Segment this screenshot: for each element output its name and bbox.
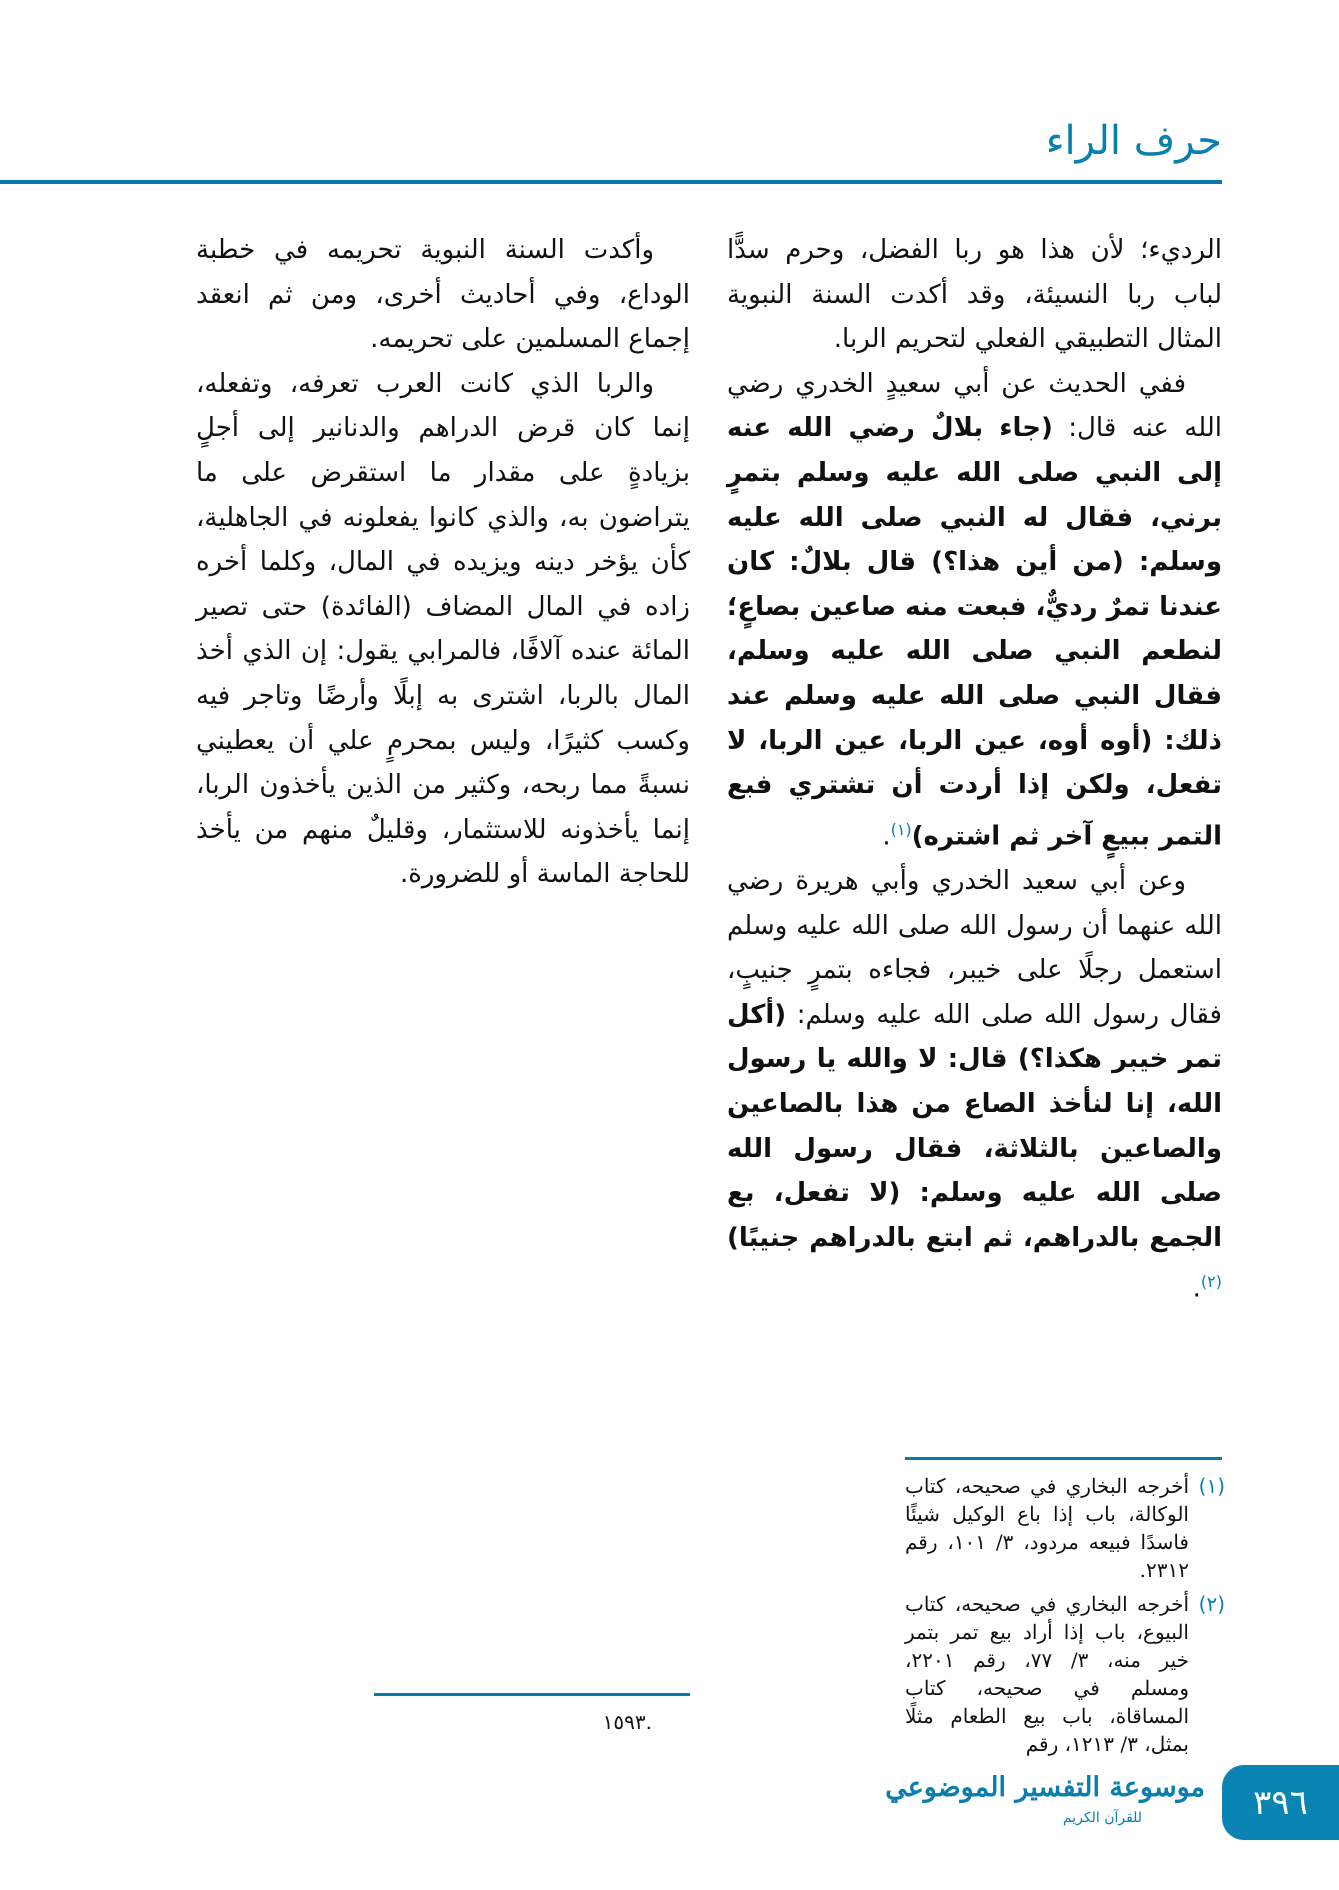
hadith-quote: (أكل تمر خيبر هكذا؟) قال: لا والله يا رسول الله، إنا لنأخذ الصاع من هذا بالصاعين والصاعين بالثلاثة، فقال رسول الله صلى الله عليه وسلم: (لا تفعل، بع الجمع بالدراهم، ثم ابتع بالدراهم جنيبًا) (727, 999, 1222, 1253)
paragraph: وأكدت السنة النبوية تحريمه في خطبة الوداع، وفي أحاديث أخرى، ومن ثم انعقد إجماع المسلمين على تحريمه. (196, 235, 690, 355)
header-rule (0, 180, 1222, 184)
paragraph (727, 228, 1222, 362)
page-number: ٣٩٦ (1253, 1782, 1308, 1823)
footnote (905, 1590, 1225, 1758)
footnote-reference: (١) (890, 819, 912, 839)
footnote-separator (374, 1693, 690, 1696)
left-column (196, 228, 690, 897)
paragraph-text: الرديء؛ لأن هذا هو ربا الفضل، وحرم سدًّا لباب ربا النسيئة، وقد أكدت السنة النبوية المثال التطبيقي الفعلي لتحريم الربا. (727, 235, 1222, 355)
paragraph-text: . (1192, 1273, 1201, 1304)
logo-title: موسوعة التفسير الموضوعي (885, 1772, 1205, 1803)
footnote-continuation-block (374, 1708, 690, 1736)
paragraph-text: . (882, 821, 891, 852)
paragraph-text: وعن أبي سعيد الخدري وأبي هريرة رضي الله عنهما أن رسول الله صلى الله عليه وسلم استعمل رجلًا على خيبر، فجاءه بتمرٍ جنيبٍ، فقال رسول الله صلى الله عليه وسلم: (727, 865, 1222, 1030)
footnote-reference: (٢) (1200, 1272, 1222, 1292)
footnotes (905, 1472, 1225, 1764)
encyclopedia-logo (885, 1768, 1205, 1844)
footnote-number: (١) (1198, 1474, 1225, 1498)
footnote-separator (905, 1457, 1222, 1460)
paragraph (727, 859, 1222, 1312)
paragraph (727, 362, 1222, 859)
hadith-quote: (جاء بلالٌ رضي الله عنه إلى النبي صلى الله عليه وسلم بتمرٍ برني، فقال له النبي صلى الله عليه وسلم: (من أين هذا؟) قال بلالٌ: كان عندنا تمرٌ رديٌّ، فبعت منه صاعين بصاعٍ؛ لنطعم النبي صلى الله عليه وسلم، فقال النبي صلى الله عليه وسلم عند ذلك: (أوه أوه، عين الربا، عين الربا، لا تفعل، ولكن إذا أردت أن تشتري فبع التمر ببيعٍ آخر ثم اشتره) (727, 413, 1222, 852)
footnote-continuation: .١٥٩٣ (602, 1710, 652, 1734)
logo-subtitle: للقرآن الكريم (1062, 1810, 1143, 1826)
page-number-tab (1222, 1765, 1339, 1840)
paragraph-text: ففي الحديث عن أبي سعيدٍ الخدري رضي الله عنه قال: (727, 368, 1222, 444)
footnote-number: (٢) (1198, 1592, 1225, 1616)
right-column (727, 228, 1222, 1312)
chapter-title: حرف الراء (1045, 118, 1222, 164)
paragraph: والربا الذي كانت العرب تعرفه، وتفعله، إنما كان قرض الدراهم والدنانير إلى أجلٍ بزيادةٍ على مقدار ما استقرض على ما يتراضون به، والذي كانوا يفعلونه في الجاهلية، كأن يؤخر دينه ويزيده في المال، وكلما أخره زاده في المال المضاف (الفائدة) حتى تصير المائة عنده آلافًا، فالمرابي يقول: إن الذي أخذ المال بالربا، اشترى به إبلًا وأرضًا وتاجر فيه وكسب كثيرًا، وليس بمحرمٍ علي أن يعطيني نسبةً مما ربحه، وكثير من الذين يأخذون الربا، إنما يأخذونه للاستثمار، وقليلٌ منهم من يأخذ للحاجة الماسة أو للضرورة. (196, 368, 690, 890)
footnote-text: أخرجه البخاري في صحيحه، كتاب البيوع، باب إذا أراد بيع تمر بتمر خير منه، ٣/ ٧٧، رقم ٢٢٠١، ومسلم في صحيحه، كتاب المساقاة، باب بيع الطعام مثلًا بمثل، ٣/ ١٢١٣، رقم (905, 1592, 1189, 1756)
footnote (905, 1472, 1225, 1584)
footnote-text: أخرجه البخاري في صحيحه، كتاب الوكالة، باب إذا باع الوكيل شيئًا فاسدًا فبيعه مردود، ٣/ ١٠١، رقم ٢٣١٢. (905, 1474, 1189, 1582)
